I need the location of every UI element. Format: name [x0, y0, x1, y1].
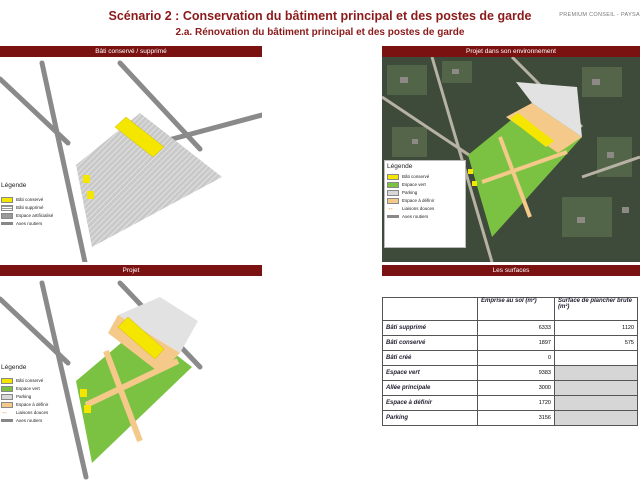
row-label: Bâti conservé	[383, 336, 478, 351]
panel-bar-bati: Bâti conservé / supprimé	[0, 46, 262, 57]
row-label: Bâti supprimé	[383, 321, 478, 336]
legend-projet	[1, 377, 48, 425]
page-title: Scénario 2 : Conservation du bâtiment principal et des postes de garde	[108, 9, 532, 23]
cell-surface: 575	[555, 336, 638, 351]
cell-emprise: 3000	[478, 381, 555, 396]
table-row	[383, 381, 638, 396]
cell-emprise: 9383	[478, 366, 555, 381]
legend-bati	[1, 196, 53, 228]
legend-item: ↔ Liaisons douces	[387, 204, 435, 212]
cell-emprise: 1897	[478, 336, 555, 351]
plan-bati-map	[0, 57, 262, 262]
cell-surface	[555, 381, 638, 396]
legend-item: Espace vert	[387, 181, 465, 189]
legend-title: Légende	[1, 364, 27, 371]
table-row	[383, 366, 638, 381]
cell-emprise: 0	[478, 351, 555, 366]
cell-surface	[555, 366, 638, 381]
legend-item: Espace artificialisé	[1, 212, 53, 220]
legend-item: Parking	[1, 393, 48, 401]
legend-item: Axes routiers	[1, 220, 53, 228]
legend-item: Bâti conservé	[387, 173, 465, 181]
cell-emprise: 6333	[478, 321, 555, 336]
poste-de-garde	[87, 191, 94, 199]
legend-env	[384, 160, 466, 248]
cell-surface: 1120	[555, 321, 638, 336]
cell-surface	[555, 351, 638, 366]
row-label: Allée principale	[383, 381, 478, 396]
legend-item: Espace à définir	[1, 401, 48, 409]
table-header-row	[383, 298, 638, 321]
row-label: Espace à définir	[383, 396, 478, 411]
cell-surface	[555, 411, 638, 426]
cell-surface	[555, 396, 638, 411]
legend-item: Axes routiers	[1, 417, 48, 425]
legend-title: Légende	[1, 182, 27, 189]
cell-emprise: 1720	[478, 396, 555, 411]
row-label: Espace vert	[383, 366, 478, 381]
poste-de-garde	[83, 175, 90, 183]
legend-item: Bâti conservé	[1, 377, 48, 385]
table-row	[383, 351, 638, 366]
legend-item: Espace vert	[1, 385, 48, 393]
column-header: Surface de plancher brute (m²)	[555, 298, 638, 321]
legend-item: Parking	[387, 189, 465, 197]
surfaces-table	[382, 297, 638, 426]
legend-item: Bâti supprimé	[1, 204, 53, 212]
table-row	[383, 411, 638, 426]
page-subtitle: 2.a. Rénovation du bâtiment principal et des postes de garde	[175, 27, 465, 38]
legend-item: Espace à définir	[387, 197, 465, 205]
legend-item: Bâti conservé	[1, 196, 53, 204]
column-header: Emprise au sol (m²)	[478, 298, 555, 321]
table-row	[383, 321, 638, 336]
row-label: Bâti créé	[383, 351, 478, 366]
cell-emprise: 3156	[478, 411, 555, 426]
table-row	[383, 336, 638, 351]
legend-item: ↔ Liaisons douces	[1, 408, 49, 416]
table-row	[383, 396, 638, 411]
legend-item: Axes routiers	[387, 213, 465, 221]
legend-title: Légende	[387, 163, 413, 170]
panel-bar-environnement: Projet dans son environnement	[382, 46, 640, 57]
panel-bar-surfaces: Les surfaces	[382, 265, 640, 276]
panel-bar-projet: Projet	[0, 265, 262, 276]
row-label: Parking	[383, 411, 478, 426]
brand-label: PREMIUM CONSEIL - PAYSA	[559, 12, 640, 18]
